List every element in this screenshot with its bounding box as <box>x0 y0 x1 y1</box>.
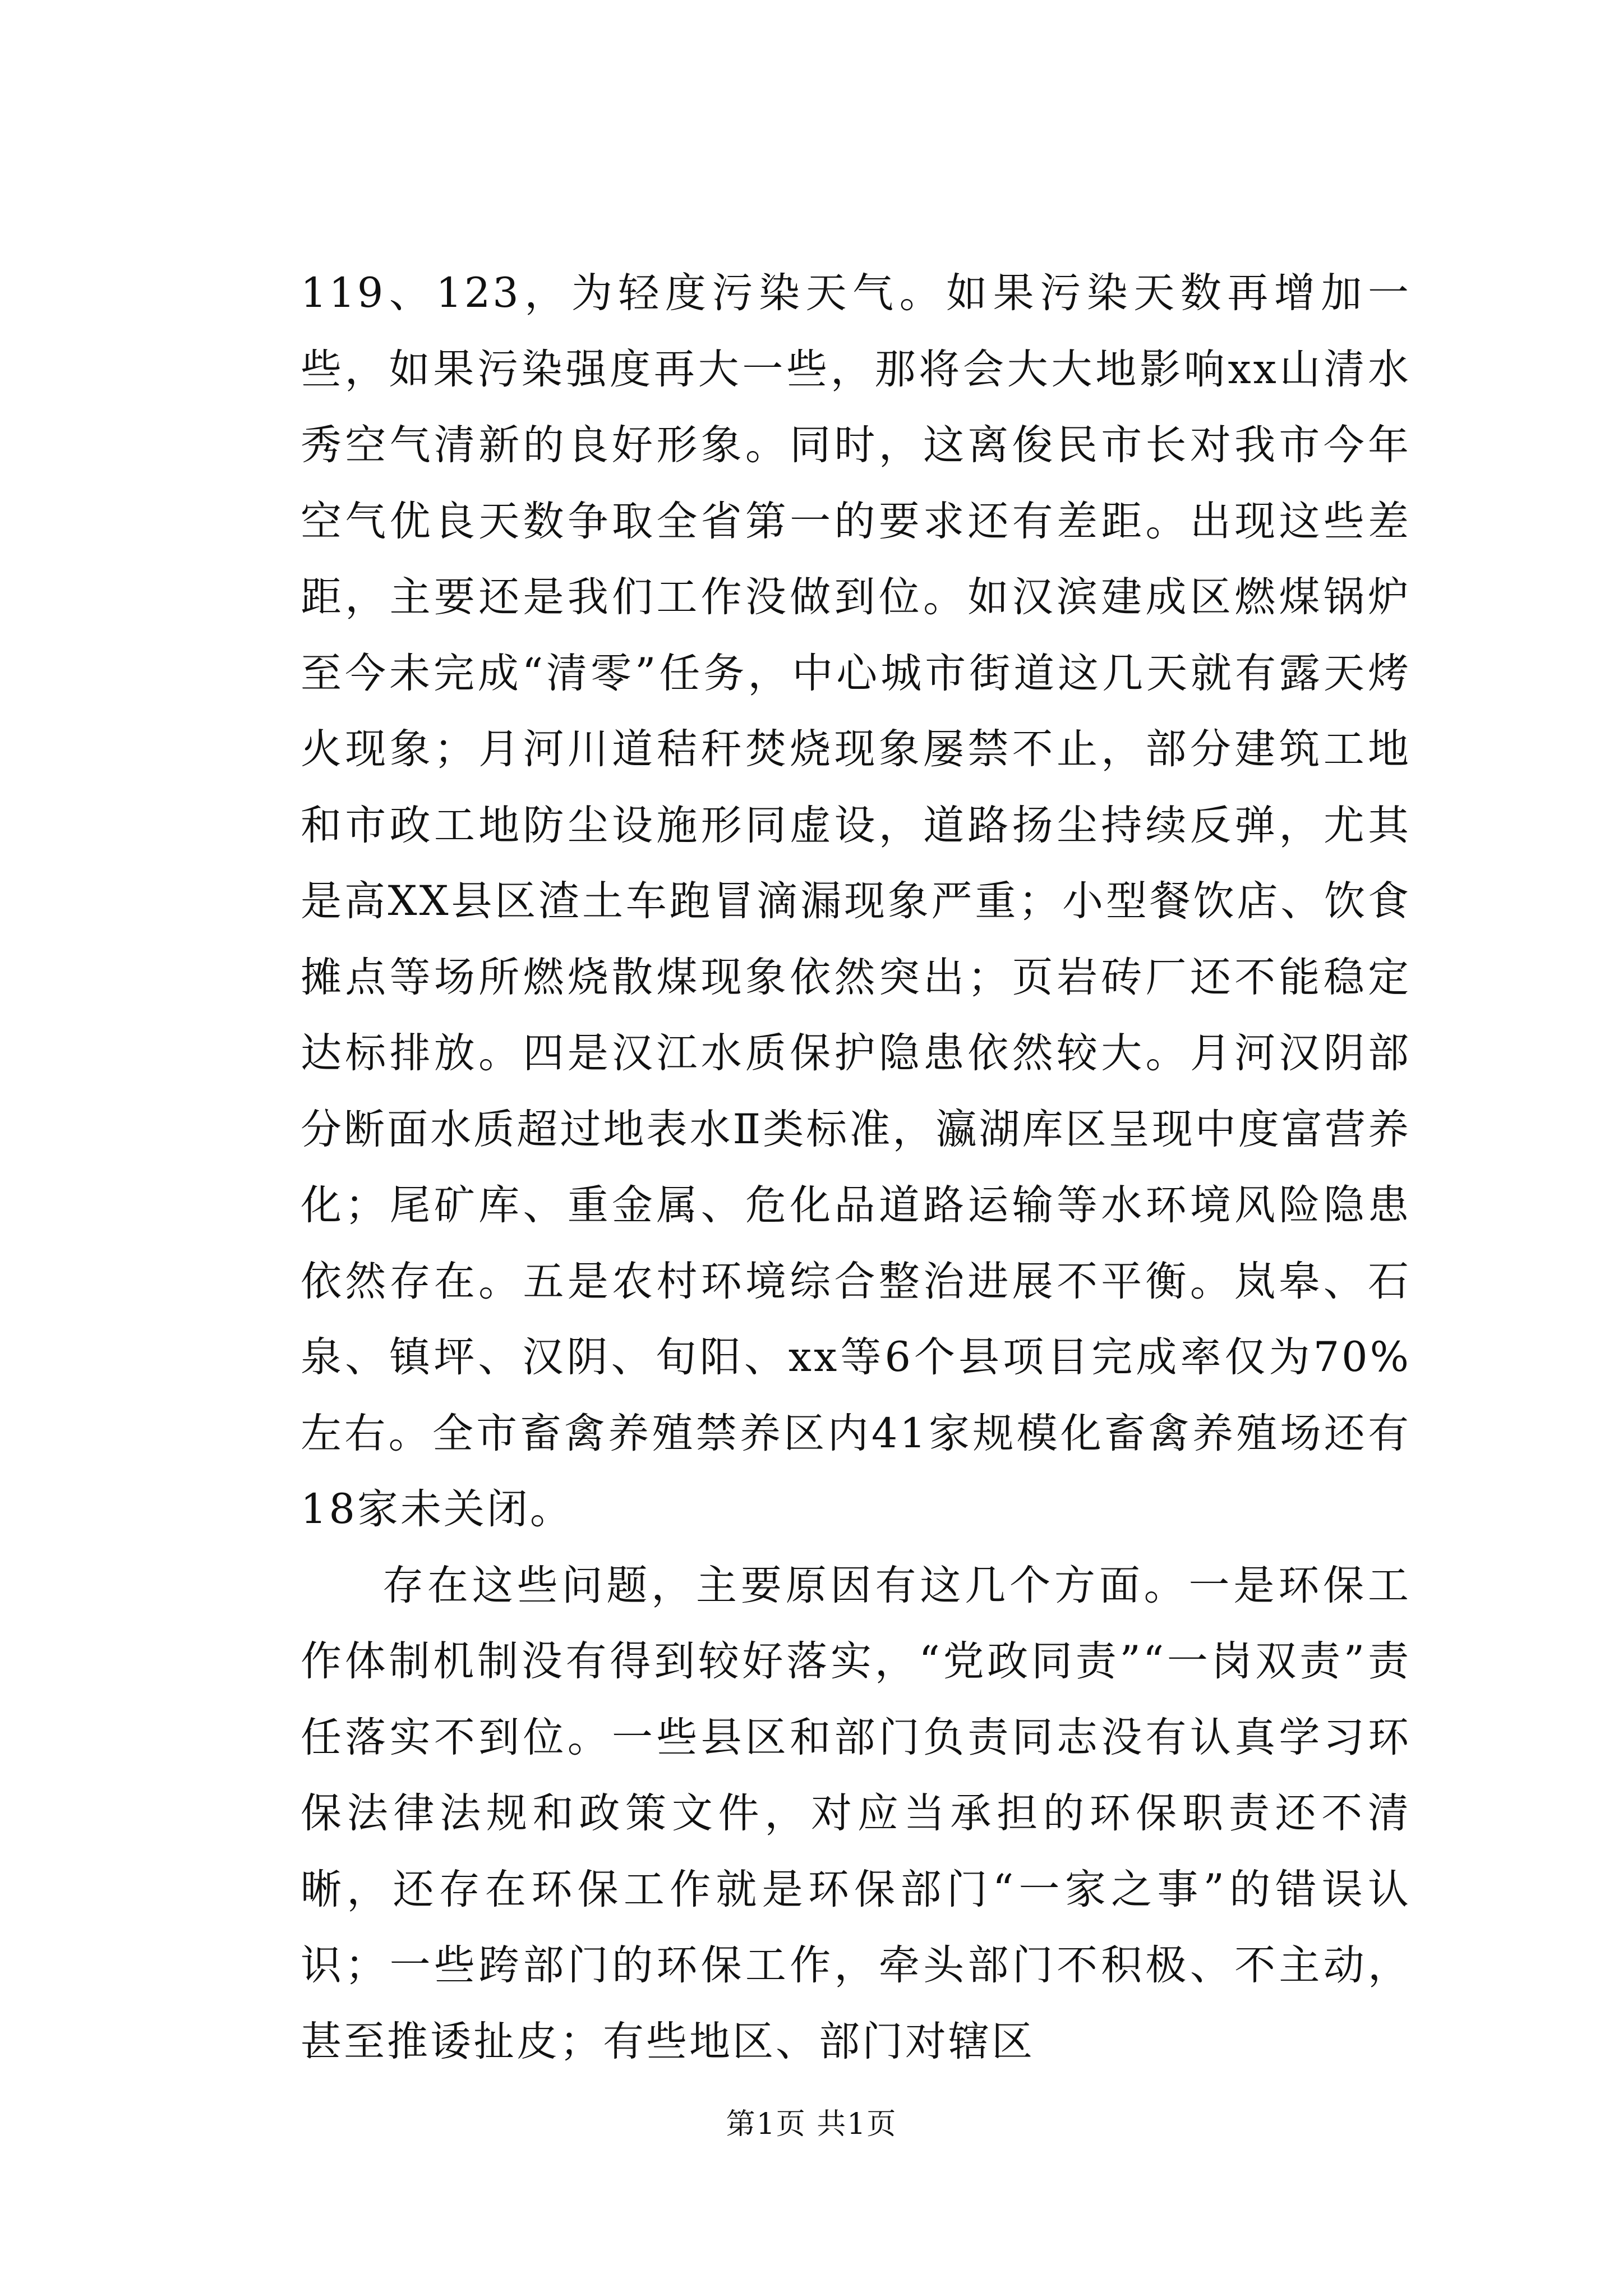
paragraph-1: 119、123，为轻度污染天气。如果污染天数再增加一些，如果污染强度再大一些，那将会大大地影响xx山清水秀空气清新的良好形象。同时，这离俊民市长对我市今年空气优良天数争取全省第一的要求还有差距。出现这些差距，主要还是我们工作没做到位。如汉滨建成区燃煤锅炉至今未完成“清零”任务，中心城市街道这几天就有露天烤火现象；月河川道秸秆焚烧现象屡禁不止，部分建筑工地和市政工地防尘设施形同虚设，道路扬尘持续反弹，尤其是高XX县区渣土车跑冒滴漏现象严重；小型餐饮店、饮食摊点等场所燃烧散煤现象依然突出；页岩砖厂还不能稳定达标排放。四是汉江水质保护隐患依然较大。月河汉阴部分断面水质超过地表水Ⅱ类标准，瀛湖库区呈现中度富营养化；尾矿库、重金属、危化品道路运输等水环境风险隐患依然存在。五是农村环境综合整治进展不平衡。岚皋、石泉、镇坪、汉阴、旬阳、xx等6个县项目完成率仅为70%左右。全市畜禽养殖禁养区内41家规模化畜禽养殖场还有18家未关闭。 <box>301 269 1411 1533</box>
page-footer: 第1页 共1页 <box>726 2108 897 2141</box>
paragraph-2: 存在这些问题，主要原因有这几个方面。一是环保工作体制机制没有得到较好落实，“党政同责”“一岗双责”责任落实不到位。一些县区和部门负责同志没有认真学习环保法律法规和政策文件，对应当承担的环保职责还不清晰，还存在环保工作就是环保部门“一家之事”的错误认识；一些跨部门的环保工作，牵头部门不积极、不主动，甚至推诿扯皮；有些地区、部门对辖区 <box>301 1561 1411 2065</box>
document-body <box>301 255 1411 2079</box>
